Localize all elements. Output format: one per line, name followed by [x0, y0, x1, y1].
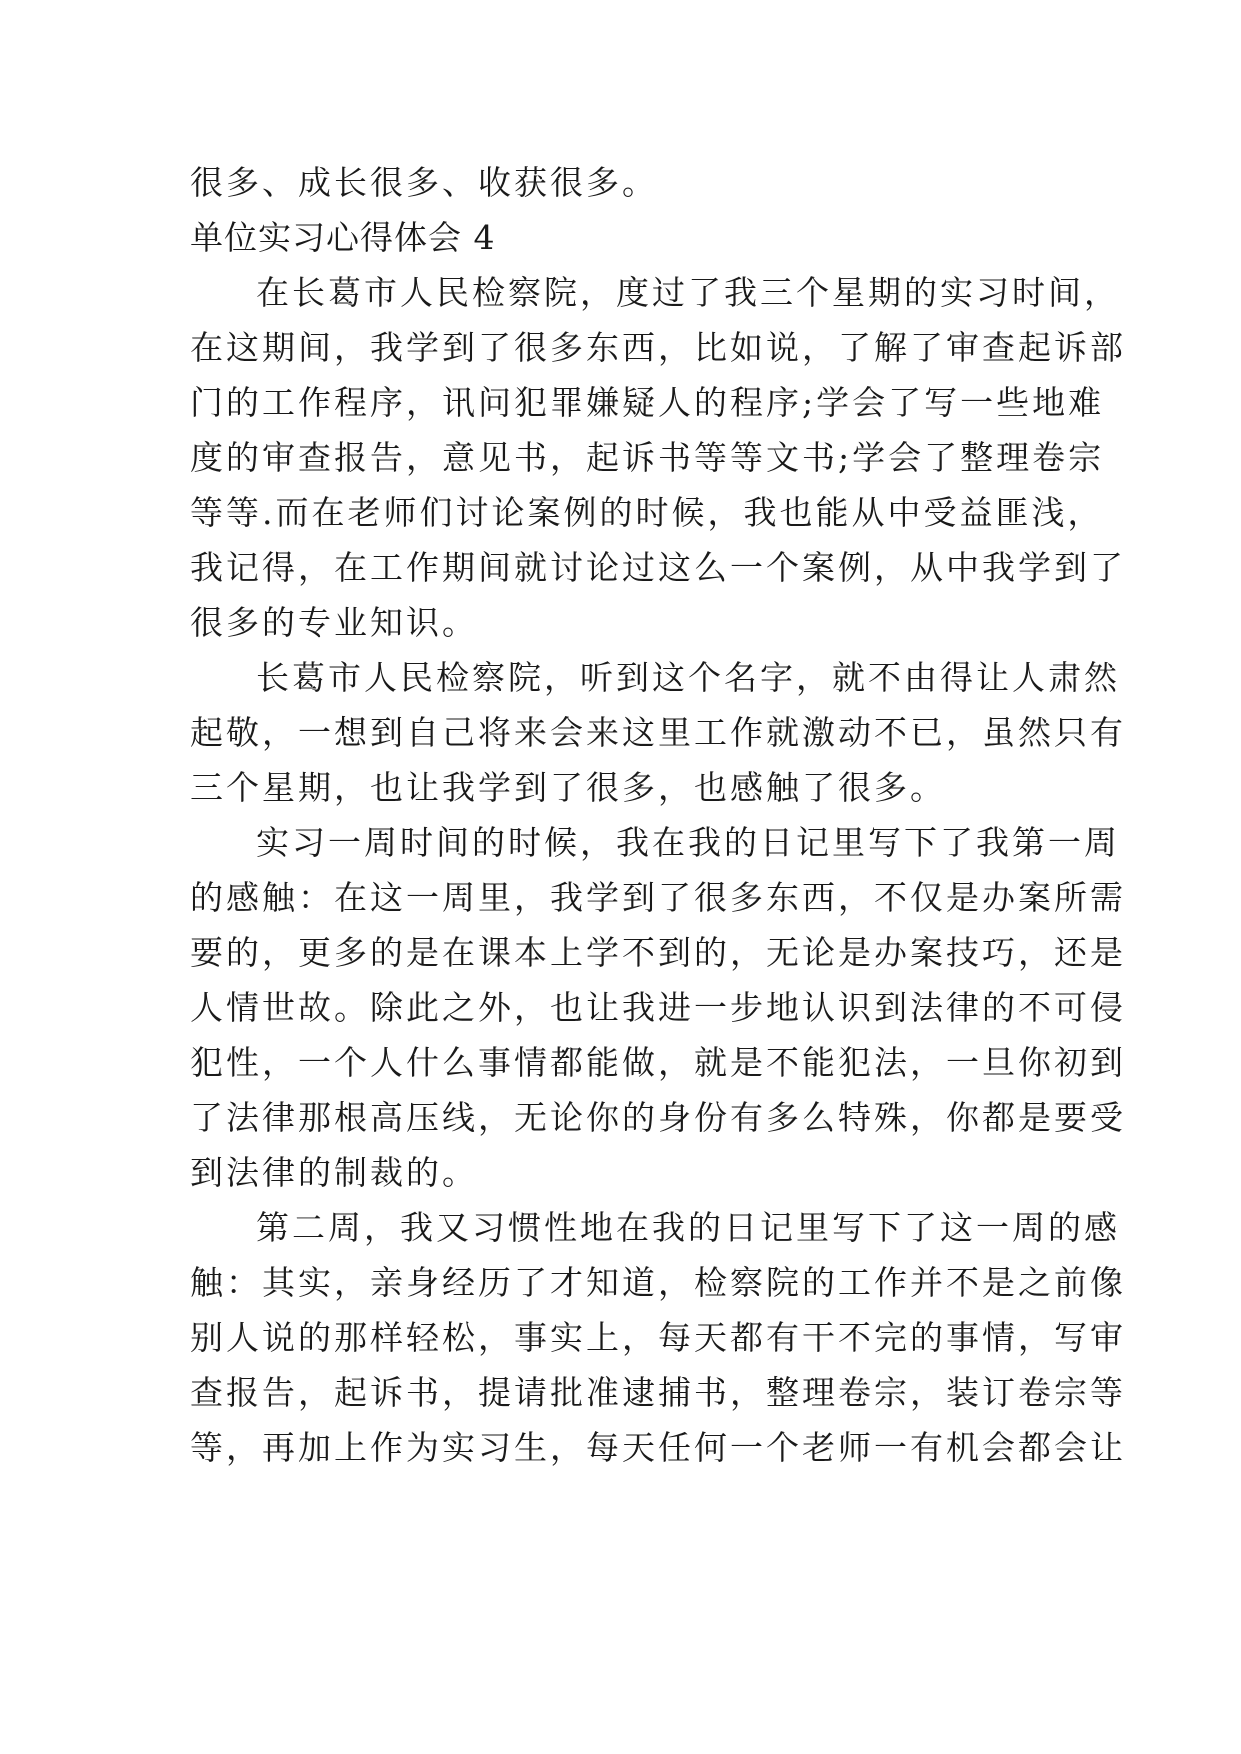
section-title: 单位实习心得体会 4	[190, 218, 496, 257]
paragraph-line: 三个星期，也让我学到了很多，也感触了很多。	[190, 768, 946, 807]
paragraph-line: 我记得，在工作期间就讨论过这么一个案例，从中我学到了	[190, 548, 1126, 587]
paragraph-line: 触：其实，亲身经历了才知道，检察院的工作并不是之前像	[190, 1263, 1126, 1302]
paragraph-line: 长葛市人民检察院，听到这个名字，就不由得让人肃然	[256, 658, 1120, 697]
paragraph-3	[190, 815, 1126, 1200]
paragraph-line: 等等.而在老师们讨论案例的时候，我也能从中受益匪浅，	[190, 493, 1104, 532]
paragraph-line: 了法律那根高压线，无论你的身份有多么特殊，你都是要受	[190, 1098, 1126, 1137]
paragraph-1	[190, 265, 1126, 650]
paragraph-line: 度的审查报告，意见书，起诉书等等文书;学会了整理卷宗	[190, 438, 1105, 477]
paragraph-line: 到法律的制裁的。	[190, 1153, 478, 1192]
paragraph-line: 人情世故。除此之外，也让我进一步地认识到法律的不可侵	[190, 988, 1126, 1027]
paragraph-line: 实习一周时间的时候，我在我的日记里写下了我第一周	[256, 823, 1120, 862]
paragraph-line: 要的，更多的是在课本上学不到的，无论是办案技巧，还是	[190, 933, 1126, 972]
continuation-line: 很多、成长很多、收获很多。	[190, 163, 658, 202]
paragraph-line: 门的工作程序，讯问犯罪嫌疑人的程序;学会了写一些地难	[190, 383, 1105, 422]
paragraph-line: 别人说的那样轻松，事实上，每天都有干不完的事情，写审	[190, 1318, 1126, 1357]
paragraph-line: 起敬，一想到自己将来会来这里工作就激动不已，虽然只有	[190, 713, 1126, 752]
paragraph-line: 等，再加上作为实习生，每天任何一个老师一有机会都会让	[190, 1428, 1126, 1467]
paragraph-line: 查报告，起诉书，提请批准逮捕书，整理卷宗，装订卷宗等	[190, 1373, 1126, 1412]
paragraph-line: 犯性，一个人什么事情都能做，就是不能犯法，一旦你初到	[190, 1043, 1126, 1082]
document-page	[190, 155, 1126, 1475]
paragraph-line: 很多的专业知识。	[190, 603, 478, 642]
paragraph-line: 的感触：在这一周里，我学到了很多东西，不仅是办案所需	[190, 878, 1126, 917]
paragraph-line: 第二周，我又习惯性地在我的日记里写下了这一周的感	[256, 1208, 1120, 1247]
paragraph-2	[190, 650, 1126, 815]
paragraph-line: 在长葛市人民检察院，度过了我三个星期的实习时间，	[256, 273, 1120, 312]
paragraph-line: 在这期间，我学到了很多东西，比如说，了解了审查起诉部	[190, 328, 1126, 367]
paragraph-4	[190, 1200, 1126, 1475]
